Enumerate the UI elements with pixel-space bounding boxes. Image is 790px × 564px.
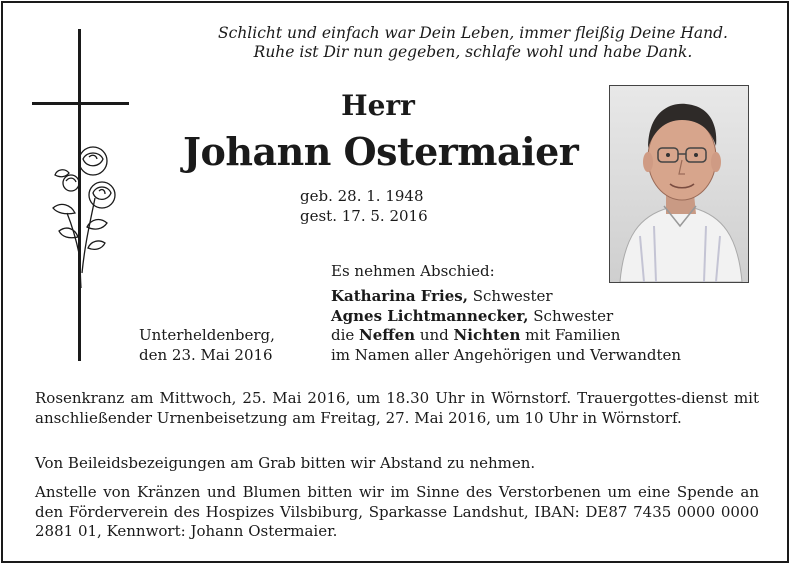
mourner-row (331, 286, 553, 306)
mourner-text: die (331, 326, 360, 344)
mourner-name: Agnes Lichtmannecker, (331, 307, 529, 325)
quote-line-2: Ruhe ist Dir nun gegeben, schlafe wohl und habe Dank. (253, 43, 693, 61)
mourner-row (331, 306, 613, 326)
salutation: Herr (341, 89, 415, 122)
mourner-row (331, 325, 620, 345)
obituary-card (1, 1, 789, 563)
death-date: gest. 17. 5. 2016 (300, 207, 428, 225)
deceased-name: Johann Ostermaier (183, 129, 579, 174)
mourner-name: Neffen (359, 326, 416, 344)
mourner-relation: Schwester (467, 287, 553, 305)
birth-date: geb. 28. 1. 1948 (300, 187, 424, 205)
service-notice: Rosenkranz am Mittwoch, 25. Mai 2016, um 18.30 Uhr in Wörnstorf. Trauergottes-dienst mit anschließender Urnenbeisetzung am Freitag, 27. Mai 2016, um 10 Uhr in Wörnstorf. (35, 389, 759, 427)
donation-notice: Anstelle von Kränzen und Blumen bitten wir im Sinne des Verstorbenen um eine Spende an den Förderverein des Hospizes Vilsbiburg, Sparkasse Landshut, IBAN: DE87 7435 0000 0000 2881 01, Kennwort: Johann Ostermaier. (35, 483, 759, 540)
mourner-text: mit Familien (520, 326, 621, 344)
mourners-intro: Es nehmen Abschied: (331, 262, 495, 280)
condolence-notice: Von Beileidsbezeigungen am Grab bitten wir Abstand zu nehmen. (35, 454, 536, 472)
mourner-relation: Schwester (528, 307, 614, 325)
place-town: Unterheldenberg, (139, 326, 275, 344)
mourner-name: Nichten (453, 326, 521, 344)
mourner-text: und (415, 326, 454, 344)
portrait-photo (609, 85, 749, 283)
cross-horizontal-bar (32, 102, 129, 105)
place-date: den 23. Mai 2016 (139, 346, 273, 364)
rose-bouquet-icon (45, 143, 125, 293)
mourner-row: im Namen aller Angehörigen und Verwandten (331, 346, 682, 364)
mourner-name: Katharina Fries, (331, 287, 468, 305)
quote-line-1: Schlicht und einfach war Dein Leben, immer fleißig Deine Hand. (218, 24, 728, 42)
